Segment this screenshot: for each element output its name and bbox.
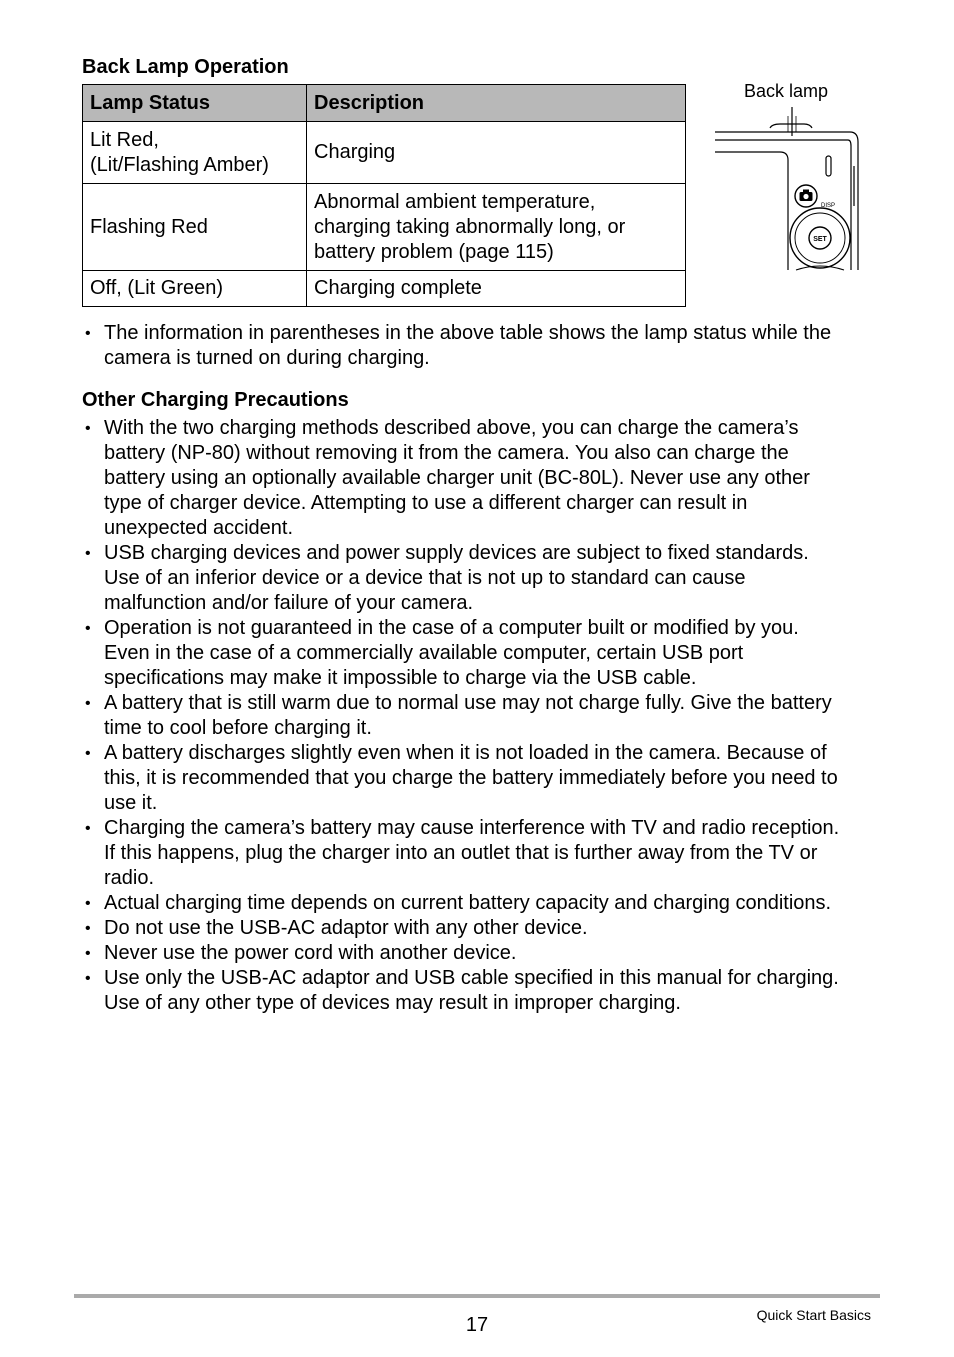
disp-button-label: DISP — [820, 203, 836, 209]
cell-text-line: Abnormal ambient temperature, — [314, 190, 596, 213]
description-cell — [307, 271, 686, 307]
precautions-list — [82, 416, 882, 1016]
column-header-description: Description — [307, 85, 686, 122]
bullet-line: use it. — [104, 792, 158, 814]
table-row — [83, 122, 686, 184]
cell-text-line: Lit Red, — [90, 128, 159, 151]
list-item — [82, 416, 882, 541]
bullet-line: radio. — [104, 867, 155, 889]
list-item — [82, 916, 882, 941]
camera-body-outline — [715, 124, 858, 270]
bullet-line: unexpected accident. — [104, 517, 294, 539]
camera-back-illustration — [700, 76, 870, 276]
list-item — [82, 941, 882, 966]
cell-text-line: Charging — [314, 141, 396, 163]
bullet-line: time to cool before charging it. — [104, 717, 372, 739]
table-row — [83, 184, 686, 271]
bullet-line: battery (NP-80) without removing it from the camera. You also can charge the — [104, 442, 789, 464]
bullet-line: • Charging the camera’s battery may cause interference with TV and radio reception. — [104, 817, 840, 839]
footer-divider — [74, 1294, 880, 1298]
description-cell — [307, 184, 686, 271]
bullet-line: malfunction and/or failure of your camera. — [104, 592, 474, 614]
cell-text-line: (Lit/Flashing Amber) — [90, 153, 269, 176]
table-row — [83, 271, 686, 307]
bullet-line: • Actual charging time depends on current battery capacity and charging conditions. — [104, 892, 832, 914]
back-lamp-callout: Back lamp — [743, 81, 829, 101]
bullet-line: type of charger device. Attempting to use a different charger can result in — [104, 492, 748, 514]
section-title-other-precautions: Other Charging Precautions — [82, 389, 349, 411]
lamp-status-cell — [83, 184, 307, 271]
bullet-line: • Use only the USB-AC adaptor and USB cable specified in this manual for charging. — [104, 967, 839, 989]
list-item — [82, 541, 882, 616]
bullet-line: specifications may make it impossible to charge via the USB cable. — [104, 667, 697, 689]
bullet-line: • Never use the power cord with another device. — [104, 942, 517, 964]
bullet-line: Even in the case of a commercially available computer, certain USB port — [104, 642, 744, 664]
list-item — [82, 616, 882, 691]
cell-text-line: Off, (Lit Green) — [90, 277, 224, 299]
list-item — [82, 966, 882, 1016]
bullet-line: • Do not use the USB-AC adaptor with any other device. — [104, 917, 588, 939]
lamp-status-table — [82, 84, 686, 307]
camera-icon — [795, 185, 817, 207]
lamp-status-cell — [83, 271, 307, 307]
list-item — [82, 321, 882, 371]
bullet-line: • A battery discharges slightly even when it is not loaded in the camera. Because of — [104, 742, 827, 764]
list-item — [82, 741, 882, 816]
column-header-lamp-status: Lamp Status — [83, 85, 307, 122]
page-number: 17 — [465, 1314, 489, 1336]
bullet-line: Use of any other type of devices may result in improper charging. — [104, 992, 681, 1014]
footer-section-name: Quick Start Basics — [756, 1307, 871, 1323]
description-cell — [307, 122, 686, 184]
note-line: • The information in parentheses in the above table shows the lamp status while the — [104, 322, 832, 344]
list-item — [82, 891, 882, 916]
bullet-line: • A battery that is still warm due to normal use may not charge fully. Give the battery — [104, 692, 832, 714]
bullet-line: • Operation is not guaranteed in the case of a computer built or modified by you. — [104, 617, 799, 639]
list-item — [82, 816, 882, 891]
cell-text-line: charging taking abnormally long, or — [314, 215, 626, 238]
cell-text-line: Flashing Red — [90, 215, 208, 238]
bullet-line: • USB charging devices and power supply devices are subject to fixed standards. — [104, 542, 809, 564]
bullet-line: Use of an inferior device or a device that is not up to standard can cause — [104, 567, 746, 589]
list-item — [82, 691, 882, 741]
set-button-label: SET — [813, 236, 827, 243]
bullet-line: this, it is recommended that you charge the battery immediately before you need to — [104, 767, 838, 789]
section-title-back-lamp: Back Lamp Operation — [82, 56, 289, 78]
table-note — [82, 321, 882, 371]
cell-text-line: Charging complete — [314, 277, 482, 299]
bullet-line: battery using an optionally available charger unit (BC-80L). Never use any other — [104, 467, 810, 489]
bullet-line: If this happens, plug the charger into an outlet that is further away from the TV or — [104, 842, 818, 864]
table-header-row — [83, 85, 686, 122]
cell-text-line: battery problem (page 115) — [314, 240, 554, 263]
bullet-line: • With the two charging methods described above, you can charge the camera’s — [104, 417, 799, 439]
note-line: camera is turned on during charging. — [104, 347, 430, 369]
lamp-status-cell — [83, 122, 307, 184]
